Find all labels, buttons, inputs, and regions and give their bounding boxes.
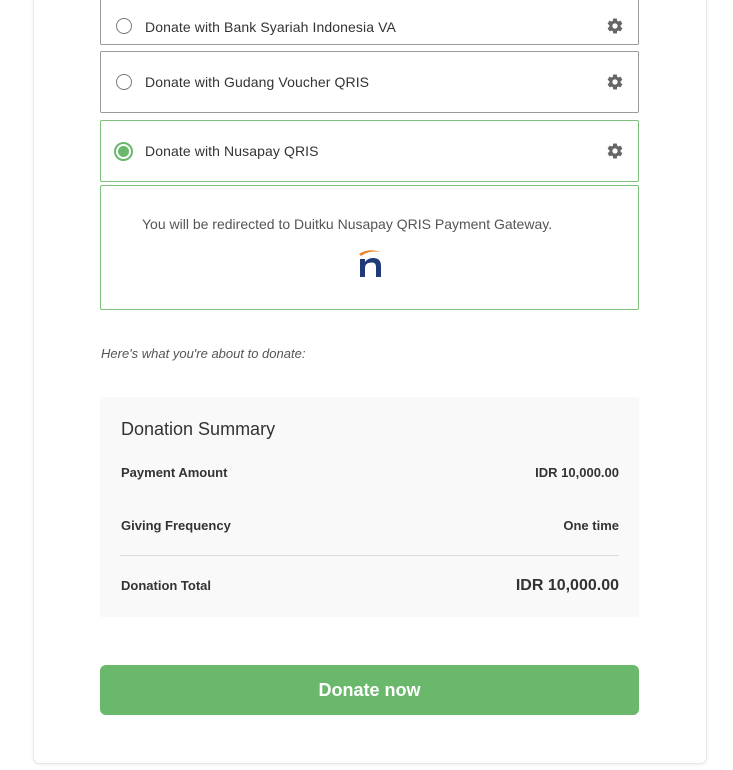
gateway-radio-bsi-va[interactable] — [116, 18, 132, 34]
summary-divider — [120, 555, 619, 556]
giving-frequency-row — [121, 518, 619, 533]
payment-amount-row — [121, 465, 619, 480]
donation-total-row — [121, 577, 619, 595]
gateway-label: Donate with Bank Syariah Indonesia VA — [145, 18, 396, 35]
payment-amount-value: IDR 10,000.00 — [535, 465, 619, 480]
gateway-option-gudang-voucher-qris[interactable] — [100, 51, 639, 113]
donate-now-button[interactable]: Donate now — [100, 665, 639, 715]
gateway-label: Donate with Nusapay QRIS — [145, 143, 319, 159]
donation-total-label: Donation Total — [121, 578, 212, 593]
redirect-message: You will be redirected to Duitku Nusapay QRIS Payment Gateway. — [142, 216, 553, 232]
payment-amount-label: Payment Amount — [121, 465, 228, 480]
gear-icon[interactable] — [606, 73, 624, 91]
donation-form-card — [33, 0, 707, 764]
gateway-option-bsi-va[interactable] — [100, 0, 639, 45]
giving-frequency-value: One time — [563, 518, 619, 533]
gateway-radio-gudang-voucher[interactable] — [116, 74, 132, 90]
donation-total-value: IDR 10,000.00 — [515, 577, 619, 594]
summary-title: Donation Summary — [121, 419, 276, 439]
nusapay-logo-icon — [357, 248, 385, 278]
giving-frequency-label: Giving Frequency — [121, 518, 231, 533]
gear-icon[interactable] — [606, 17, 624, 35]
gear-icon[interactable] — [606, 142, 624, 160]
gateway-option-nusapay-qris[interactable] — [100, 120, 639, 182]
donation-summary — [100, 397, 639, 617]
about-to-donate-text: Here's what you're about to donate: — [101, 346, 306, 361]
gateway-label: Donate with Gudang Voucher QRIS — [145, 74, 370, 90]
gateway-details-panel — [100, 185, 639, 310]
gateway-radio-nusapay[interactable] — [114, 142, 133, 161]
